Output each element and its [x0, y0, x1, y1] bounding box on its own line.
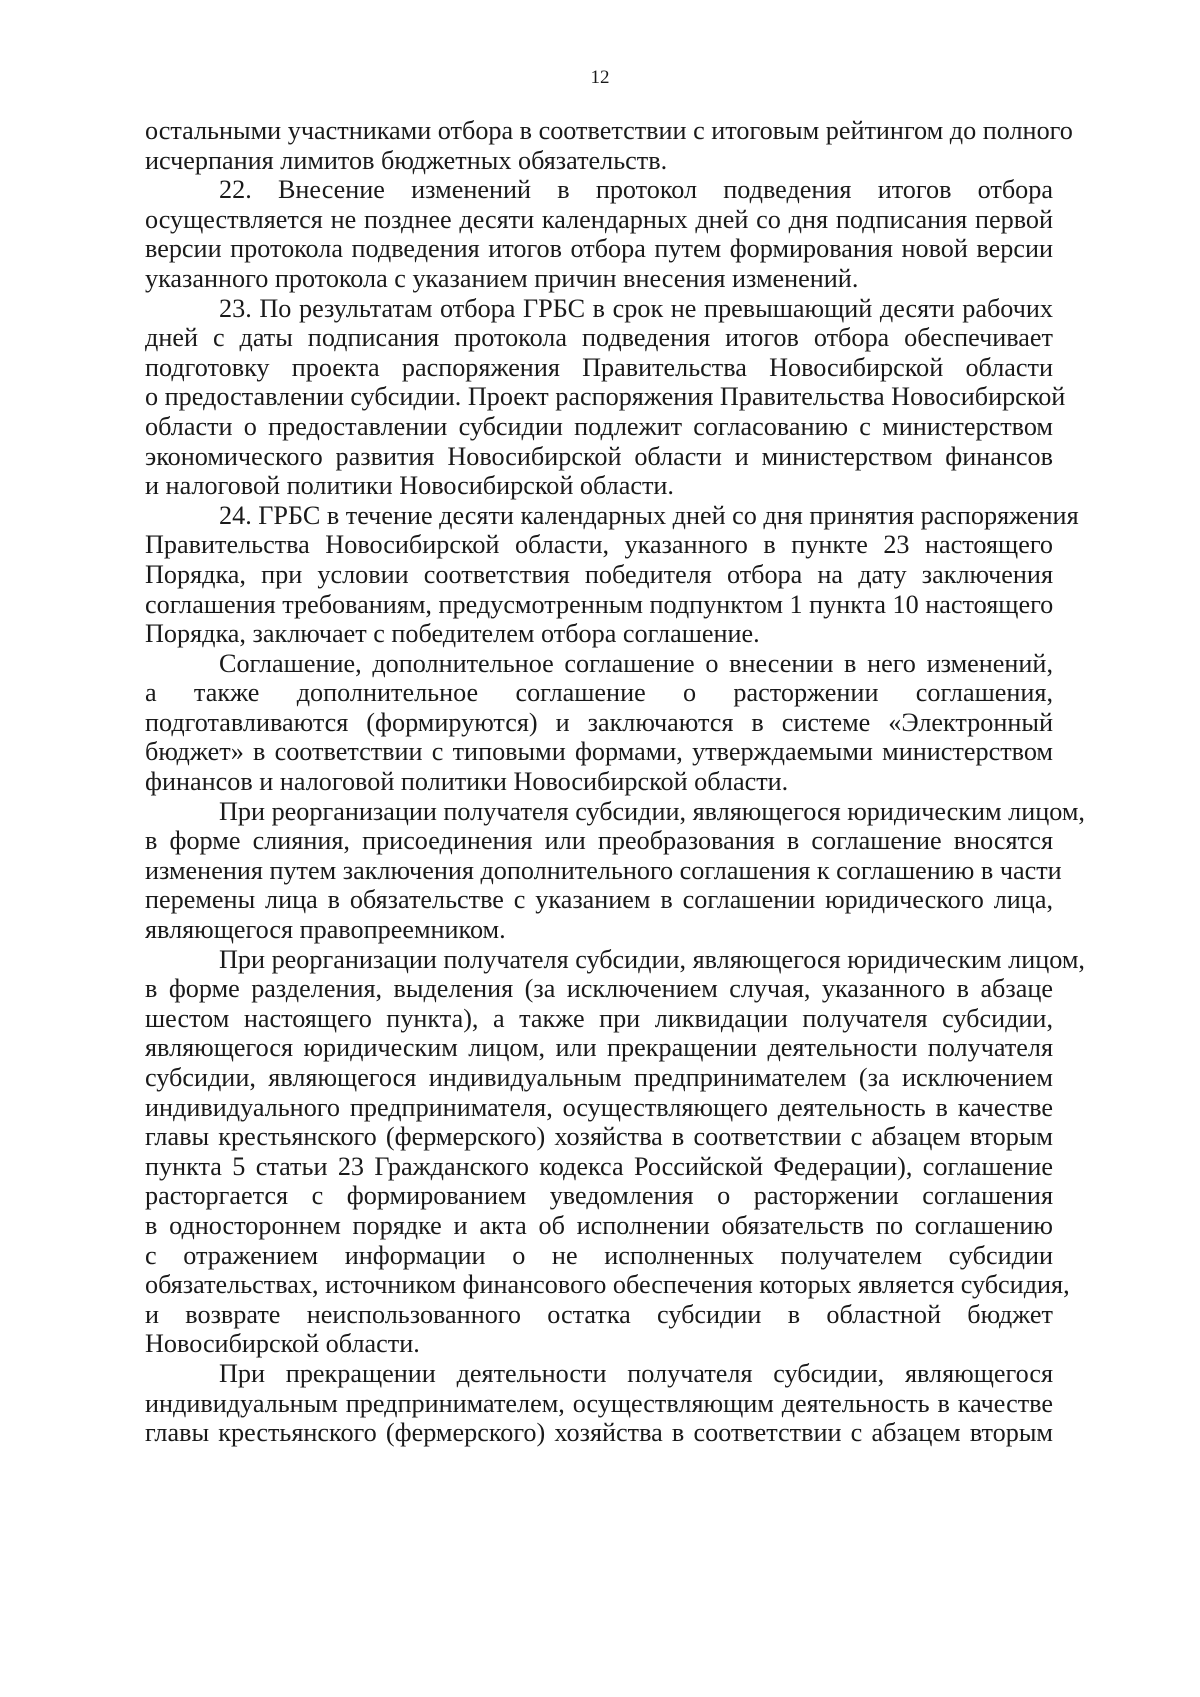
text-line: и возврате неиспользованного остатка субсидии в областной бюджет	[145, 1299, 1053, 1329]
text-line: в форме слияния, присоединения или преобразования в соглашение вносятся	[145, 826, 1053, 856]
paragraph-p24c	[145, 796, 1085, 945]
text-line: 22. Внесение изменений в протокол подведения итогов отбора	[219, 175, 1053, 205]
paragraph-p24e	[145, 1359, 1053, 1448]
text-line: являющегося правопреемником.	[145, 915, 506, 945]
text-line: версии протокола подведения итогов отбора путем формирования новой версии	[145, 234, 1053, 264]
paragraph-p0	[145, 116, 1073, 175]
paragraph-p24	[145, 500, 1079, 649]
text-line: При прекращении деятельности получателя субсидии, являющегося	[219, 1358, 1053, 1388]
text-line: соглашения требованиям, предусмотренным подпунктом 1 пункта 10 настоящего	[145, 589, 1054, 619]
paragraph-p24b	[145, 649, 1053, 797]
text-line: Новосибирской области.	[145, 1329, 420, 1359]
paragraph-p24d	[145, 944, 1085, 1359]
text-line: финансов и налоговой политики Новосибирской области.	[145, 767, 789, 797]
text-line: исчерпания лимитов бюджетных обязательств.	[145, 145, 668, 175]
text-line: являющегося юридическим лицом, или прекращении деятельности получателя	[145, 1033, 1053, 1063]
text-line: остальными участниками отбора в соответствии с итоговым рейтингом до полного	[145, 116, 1073, 145]
text-line: расторгается с формированием уведомления о расторжении соглашения	[145, 1181, 1053, 1211]
paragraph-p23	[145, 293, 1066, 501]
text-line: осуществляется не позднее десяти календарных дней со дня подписания первой	[145, 204, 1053, 234]
text-line: области о предоставлении субсидии подлежит согласованию с министерством	[145, 411, 1053, 441]
text-line: изменения путем заключения дополнительного соглашения к соглашению в части	[145, 855, 1062, 885]
text-line: дней с даты подписания протокола подведения итогов отбора обеспечивает	[145, 323, 1053, 353]
text-line: а также дополнительное соглашение о расторжении соглашения,	[145, 678, 1053, 708]
text-line: 24. ГРБС в течение десяти календарных дней со дня принятия распоряжения	[219, 500, 1079, 530]
text-line: шестом настоящего пункта), а также при ликвидации получателя субсидии,	[145, 1003, 1053, 1033]
text-line: о предоставлении субсидии. Проект распоряжения Правительства Новосибирской	[145, 382, 1066, 412]
text-line: При реорганизации получателя субсидии, являющегося юридическим лицом,	[219, 796, 1085, 826]
text-line: и налоговой политики Новосибирской области.	[145, 471, 674, 501]
text-line: главы крестьянского (фермерского) хозяйства в соответствии с абзацем вторым	[145, 1418, 1053, 1448]
text-line: обязательствах, источником финансового обеспечения которых является субсидия,	[145, 1270, 1070, 1300]
text-line: Порядка, при условии соответствия победителя отбора на дату заключения	[145, 559, 1053, 589]
text-line: в одностороннем порядке и акта об исполнении обязательств по соглашению	[145, 1210, 1053, 1240]
text-line: индивидуального предпринимателя, осуществляющего деятельность в качестве	[145, 1092, 1053, 1122]
text-line: индивидуальным предпринимателем, осуществляющим деятельность в качестве	[145, 1388, 1053, 1418]
paragraph-p22	[145, 175, 1053, 293]
document-body	[145, 116, 1085, 1448]
text-line: 23. По результатам отбора ГРБС в срок не превышающий десяти рабочих	[219, 293, 1053, 323]
text-line: экономического развития Новосибирской области и министерством финансов	[145, 441, 1053, 471]
text-line: в форме разделения, выделения (за исключением случая, указанного в абзаце	[145, 974, 1053, 1004]
page-number: 12	[590, 67, 610, 88]
text-line: подготавливаются (формируются) и заключаются в системе «Электронный	[145, 707, 1053, 737]
text-line: пункта 5 статьи 23 Гражданского кодекса Российской Федерации), соглашение	[145, 1151, 1053, 1181]
text-line: Правительства Новосибирской области, указанного в пункте 23 настоящего	[145, 530, 1053, 560]
text-line: с отражением информации о не исполненных получателем субсидии	[145, 1240, 1053, 1270]
text-line: Порядка, заключает с победителем отбора соглашение.	[145, 619, 760, 649]
text-line: бюджет» в соответствии с типовыми формами, утверждаемыми министерством	[145, 737, 1053, 767]
text-line: перемены лица в обязательстве с указанием в соглашении юридического лица,	[145, 885, 1053, 915]
text-line: указанного протокола с указанием причин внесения изменений.	[145, 263, 859, 293]
text-line: главы крестьянского (фермерского) хозяйства в соответствии с абзацем вторым	[145, 1122, 1053, 1152]
text-line: При реорганизации получателя субсидии, являющегося юридическим лицом,	[219, 944, 1085, 974]
text-line: субсидии, являющегося индивидуальным предпринимателем (за исключением	[145, 1063, 1053, 1092]
text-line: подготовку проекта распоряжения Правительства Новосибирской области	[145, 352, 1053, 382]
text-line: Соглашение, дополнительное соглашение о внесении в него изменений,	[219, 648, 1053, 678]
